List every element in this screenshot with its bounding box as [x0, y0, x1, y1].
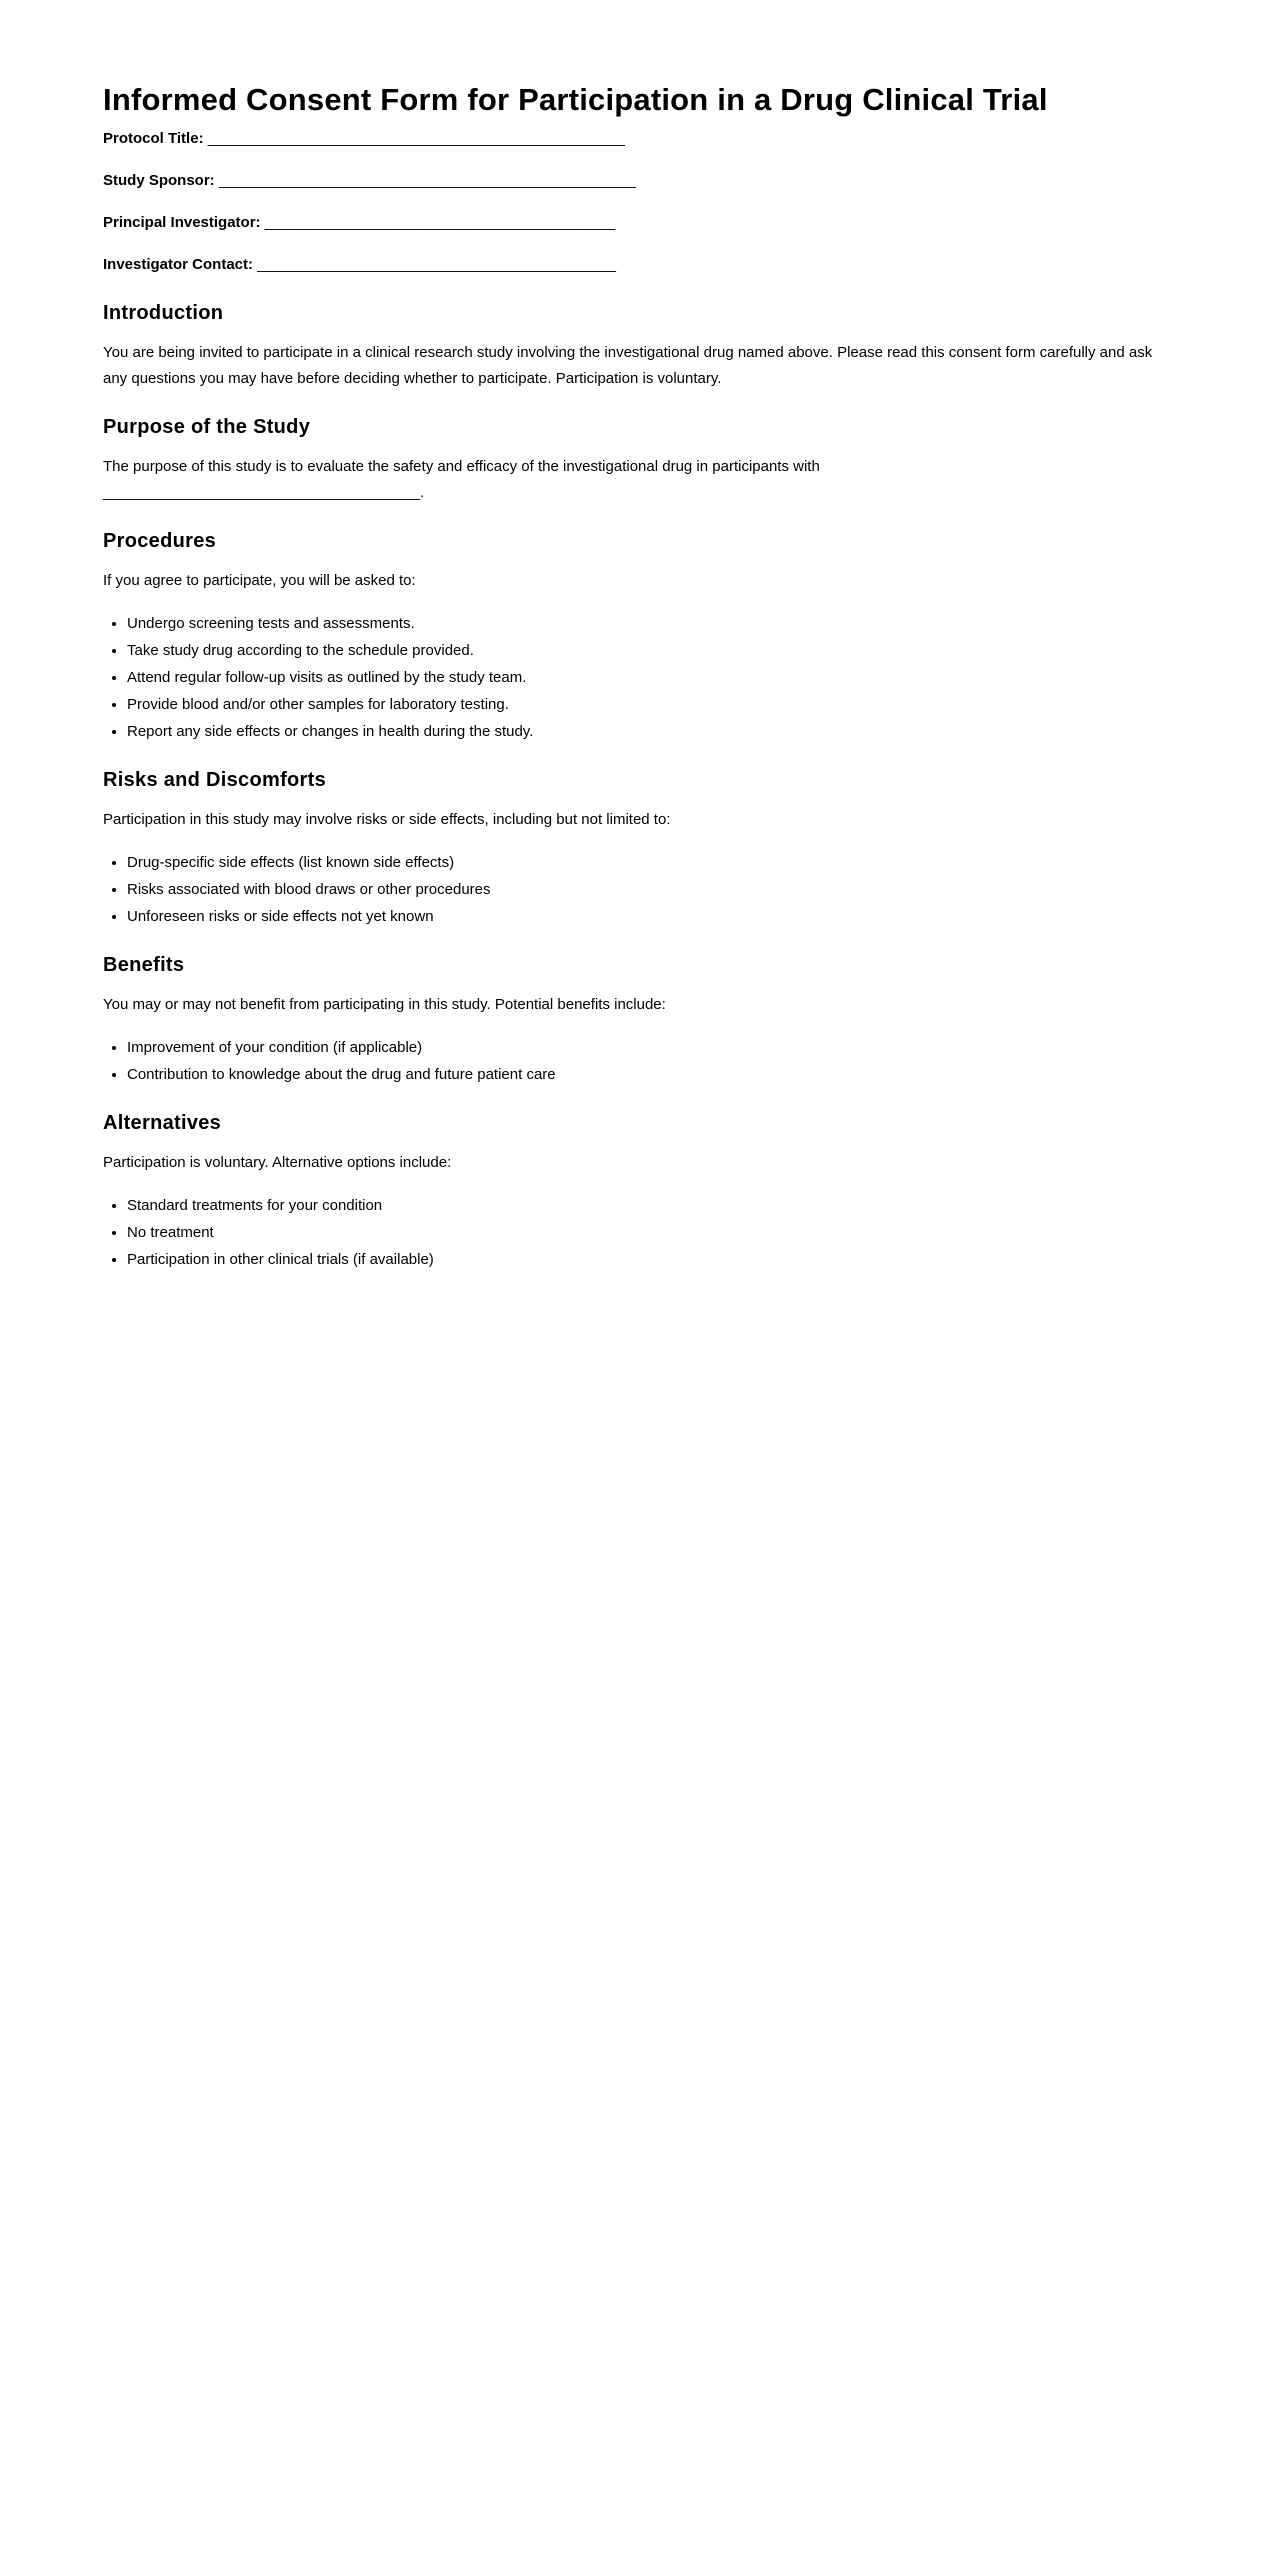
field-label: Study Sponsor: [103, 172, 215, 189]
purpose-section [103, 414, 1160, 506]
protocol-title-field [103, 126, 1160, 152]
principal-investigator-field [103, 210, 1160, 236]
section-heading: Risks and Discomforts [103, 769, 327, 791]
list-item: • Attend regular follow-up visits as outlined by the study team. [127, 664, 1160, 691]
field-blank: __________________________________________________ [207, 130, 625, 147]
section-heading: Introduction [103, 302, 224, 324]
list-item: • Undergo screening tests and assessments. [127, 610, 1160, 637]
field-blank: __________________________________________________ [218, 172, 636, 189]
section-text [103, 454, 1160, 506]
introduction-section [103, 300, 1160, 392]
list-item: • Standard treatments for your condition [127, 1192, 1160, 1219]
list-item: • Unforeseen risks or side effects not yet known [127, 903, 1160, 930]
list-item: • Drug-specific side effects (list known side effects) [127, 849, 1160, 876]
section-text: Participation is voluntary. Alternative options include: [103, 1154, 452, 1171]
section-text: You may or may not benefit from participating in this study. Potential benefits include: [103, 996, 666, 1013]
purpose-text: The purpose of this study is to evaluate the safety and efficacy of the investigational drug in participants with [103, 458, 820, 475]
list-item: • Report any side effects or changes in health during the study. [127, 718, 1160, 745]
alternatives-section [103, 1110, 1160, 1273]
procedures-list [103, 610, 1160, 745]
section-heading: Benefits [103, 954, 185, 976]
section-text: Participation in this study may involve risks or side effects, including but not limited to: [103, 811, 671, 828]
risks-list [103, 849, 1160, 930]
list-item: • Contribution to knowledge about the drug and future patient care [127, 1061, 1160, 1088]
alternatives-list [103, 1192, 1160, 1273]
list-item: • Improvement of your condition (if applicable) [127, 1034, 1160, 1061]
field-label: Principal Investigator: [103, 214, 261, 231]
document-content [0, 0, 1263, 1273]
procedures-section [103, 528, 1160, 745]
risks-section [103, 767, 1160, 930]
field-label: Protocol Title: [103, 130, 204, 147]
section-heading: Procedures [103, 530, 217, 552]
field-blank: ___________________________________________ [257, 256, 616, 273]
condition-blank: ______________________________________. [103, 484, 425, 501]
benefits-section [103, 952, 1160, 1088]
document-page [0, 0, 1263, 1283]
study-sponsor-field [103, 168, 1160, 194]
section-heading: Purpose of the Study [103, 416, 311, 438]
page-title: Informed Consent Form for Participation in a Drug Clinical Trial [103, 82, 1048, 117]
investigator-contact-field [103, 252, 1160, 278]
list-item: • Risks associated with blood draws or other procedures [127, 876, 1160, 903]
benefits-list [103, 1034, 1160, 1088]
field-label: Investigator Contact: [103, 256, 254, 273]
list-item: • Participation in other clinical trials (if available) [127, 1246, 1160, 1273]
section-text: You are being invited to participate in a clinical research study involving the investigational drug named above. Please read this consent form carefully and ask any questions you may have before deciding whether to participate. Participation is voluntary. [103, 344, 1153, 387]
section-text: If you agree to participate, you will be asked to: [103, 572, 416, 589]
list-item: • Take study drug according to the schedule provided. [127, 637, 1160, 664]
list-item: • Provide blood and/or other samples for laboratory testing. [127, 691, 1160, 718]
field-blank: __________________________________________ [264, 214, 616, 231]
section-heading: Alternatives [103, 1112, 222, 1134]
list-item: • No treatment [127, 1219, 1160, 1246]
